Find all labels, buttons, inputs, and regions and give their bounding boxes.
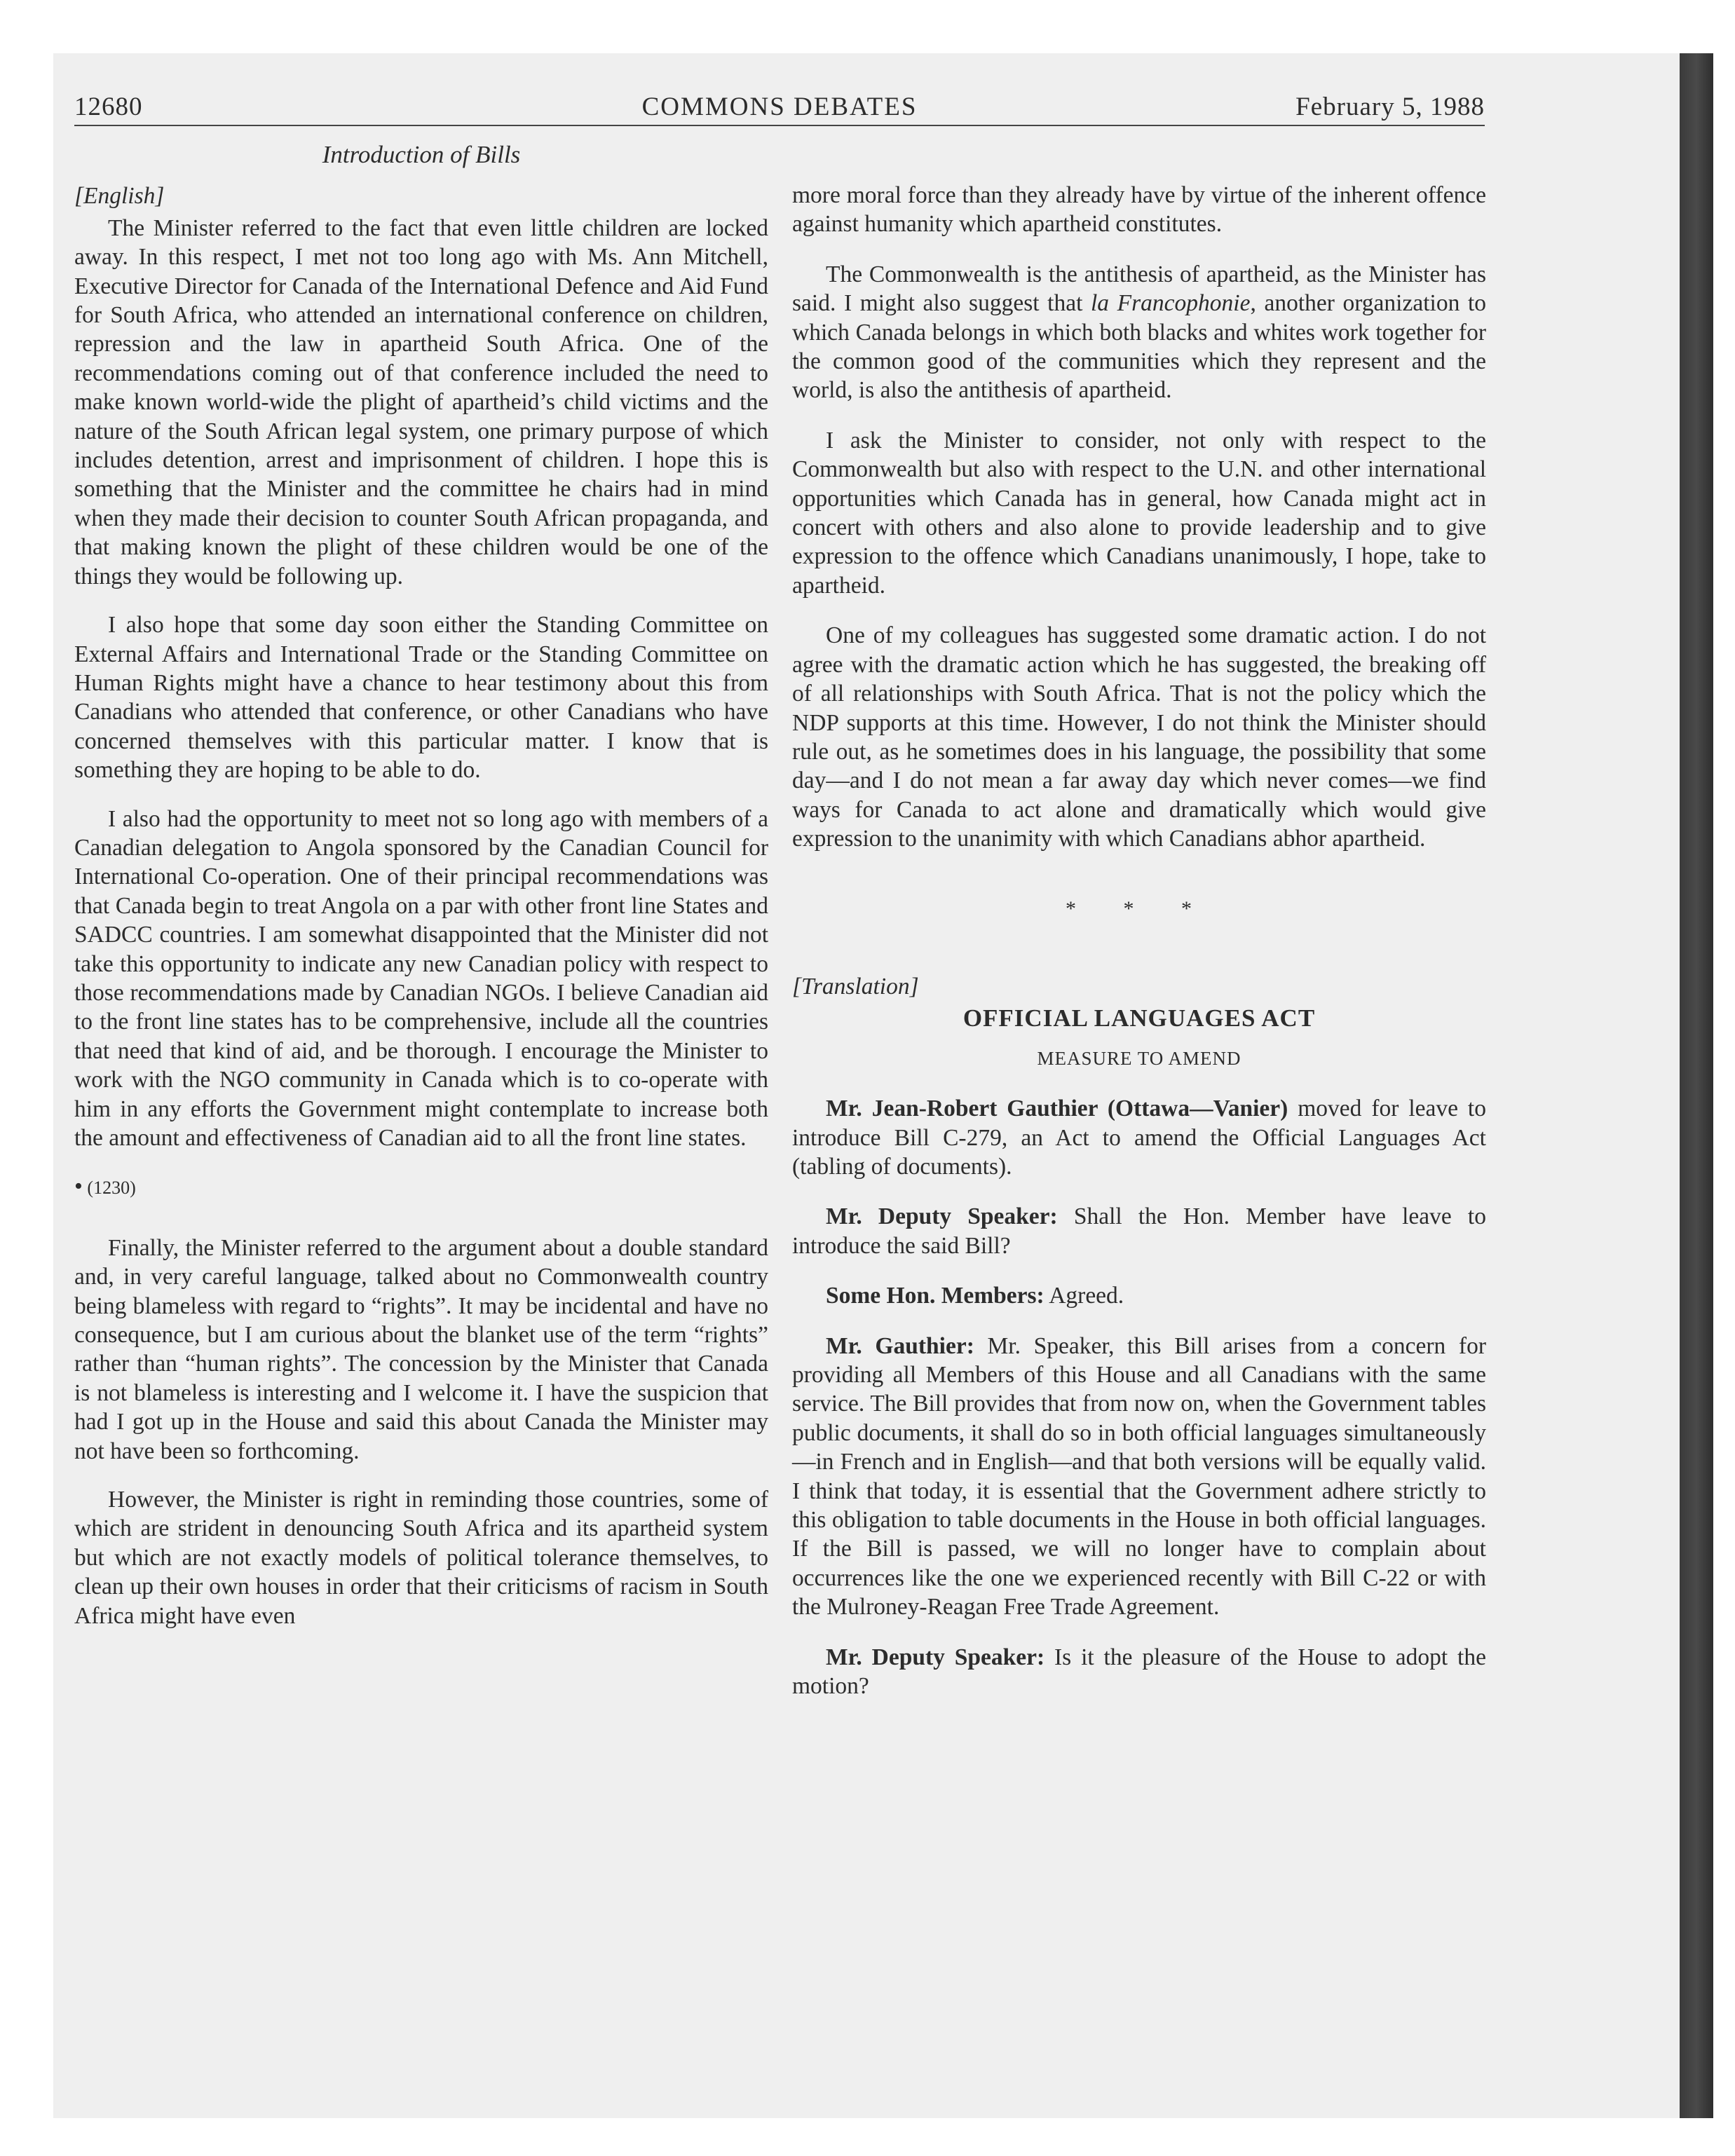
paragraph-text: , another organization to which Canada belongs in which both blacks and whites work together for the common good of the communities which they represent and the world, is also the antithesis of apartheid. — [792, 290, 1486, 404]
speech-text: Is it the pleasure of the House to adopt the motion? — [792, 1644, 1486, 1700]
scan-edge-strip — [1680, 53, 1713, 2118]
speech — [792, 1281, 1486, 1310]
paragraph: However, the Minister is right in reminding those countries, some of which are strident in denouncing South Africa and its apartheid system but which are not exactly models of political tolerance themselves, to clean up their own houses in order that their criticisms of racism in South Africa might have even — [74, 1487, 768, 1629]
language-tag: [Translation] — [792, 973, 919, 999]
left-column — [74, 140, 768, 1650]
act-title: OFFICIAL LANGUAGES ACT — [962, 1004, 1316, 1032]
language-tag: [English] — [74, 183, 165, 210]
page-header — [74, 90, 1485, 126]
section-heading: Introduction of Bills — [322, 141, 521, 168]
paragraph — [792, 260, 1486, 405]
publication-title: COMMONS DEBATES — [641, 93, 918, 121]
speaker-name: Mr. Deputy Speaker: — [826, 1644, 1045, 1670]
speaker-name: Some Hon. Members: — [826, 1283, 1045, 1309]
speaker-name: Mr. Jean-Robert Gauthier (Ottawa—Vanier) — [826, 1096, 1288, 1122]
paragraph: I also hope that some day soon either the Standing Committee on External Affairs and International Trade or the Standing Committee on Human Rights might have a chance to hear testimony about this from Canadians who attended that conference, or other Canadians who have concerned themselves with this particular matter. I know that is something they are hoping to be able to do. — [74, 612, 768, 784]
speech — [792, 1094, 1486, 1181]
speech — [792, 1202, 1486, 1260]
paragraph: The Minister referred to the fact that even little children are locked away. In this respect, I met not too long ago with Ms. Ann Mitchell, Executive Director for Canada of the International Defence and Aid Fund for South Africa, who attended an international conference on children, repression and the law in apartheid South Africa. One of the recommendations coming out of that conference included the need to make known world-wide the plight of apartheid’s child victims and the nature of the South African legal system, one primary purpose of which includes detention, arrest and imprisonment of children. I hope this is something that the Minister and the committee he chairs had in mind when they made their decision to counter South African propaganda, and that making known the plight of these children would be one of the things they would be following up. — [74, 214, 768, 589]
paragraph: Finally, the Minister referred to the argument about a double standard and, in very careful language, talked about no Commonwealth country being blameless with regard to “rights”. It may be incidental and have no consequence, but I am curious about the blanket use of the term “rights” rather than “human rights”. The concession by the Minister that Canada is not blameless is interesting and I welcome it. I have the suspicion that had I got up in the House and said this about Canada the Minister may not have been so forthcoming. — [74, 1234, 768, 1464]
paragraph: I ask the Minister to consider, not only with respect to the Commonwealth but also with respect to the U.N. and other international opportunities which Canada has in general, how Canada might act in concert with others and also alone to provide leadership and to give expression to the offence which Canadians unanimously, I hope, take to apartheid. — [792, 427, 1486, 599]
page-date: February 5, 1988 — [1295, 93, 1485, 121]
paragraph: more moral force than they already have by virtue of the inherent offence against humanity which apartheid constitutes. — [792, 182, 1486, 238]
speech — [792, 1332, 1486, 1622]
paragraph-text: The Commonwealth is the antithesis of apartheid, as the Minister has said. I might also suggest that — [792, 261, 1486, 317]
page-number: 12680 — [74, 93, 143, 121]
speech-text: Agreed. — [1044, 1283, 1124, 1309]
section-separator: * * * — [1066, 896, 1213, 920]
speech-text: Shall the Hon. Member have leave to introduce the said Bill? — [792, 1203, 1486, 1259]
speaker-name: Mr. Gauthier: — [826, 1332, 974, 1359]
speech-text: Mr. Speaker, this Bill arises from a concern for providing all Members of this House and all Canadians with the same service. The Bill provides that from now on, when the Government tables public documents, it shall do so in both official languages simultaneously—in French and in English—and that both versions will be equally valid. I think that today, it is essential that the Government adhere strictly to this obligation to table documents in the House in both official languages. If the Bill is passed, we will no longer have to complain about occurrences like the one we experienced recently with Bill C-22 or with the Mulroney-Reagan Free Trade Agreement. — [792, 1332, 1486, 1621]
right-column — [792, 181, 1486, 1721]
time-marker — [74, 1172, 768, 1202]
paragraph: I also had the opportunity to meet not so long ago with members of a Canadian delegation to Angola sponsored by the Canadian Council for International Co-operation. One of their principal recommendations was that Canada begin to treat Angola on a par with other front line States and SADCC countries. I am somewhat disappointed that the Minister did not take this opportunity to indicate any new Canadian policy with respect to those recommendations made by Canadian NGOs. I believe Canadian aid to the front line states has to be comprehensive, include all the countries that need that kind of aid, and be thorough. I encourage the Minister to work with the NGO community in Canada which is to co-operate with him in any efforts the Government might contemplate to increase both the amount and effectiveness of Canadian aid to all the front line states. — [74, 805, 768, 1151]
speech — [792, 1643, 1486, 1701]
bullet-icon: • — [74, 1173, 83, 1200]
speech-text: moved for leave to introduce Bill C-279, an Act to amend the Official Languages Act (tabling of documents). — [792, 1096, 1486, 1180]
italic-term: la Francophonie — [1091, 290, 1251, 317]
speaker-name: Mr. Deputy Speaker: — [826, 1203, 1058, 1230]
paragraph: One of my colleagues has suggested some dramatic action. I do not agree with the dramatic action which he has suggested, the breaking off of all relationships with South Africa. That is not the policy which the NDP supports at this time. However, I do not think the Minister should rule out, as he sometimes does in his language, the possibility that some day—and I do not mean a far away day which never comes—we find ways for Canada to act alone and dramatically which would give expression to the unanimity with which Canadians abhor apartheid. — [792, 622, 1486, 852]
act-subtitle: MEASURE TO AMEND — [1037, 1047, 1241, 1069]
time-marker-text: (1230) — [87, 1178, 136, 1199]
